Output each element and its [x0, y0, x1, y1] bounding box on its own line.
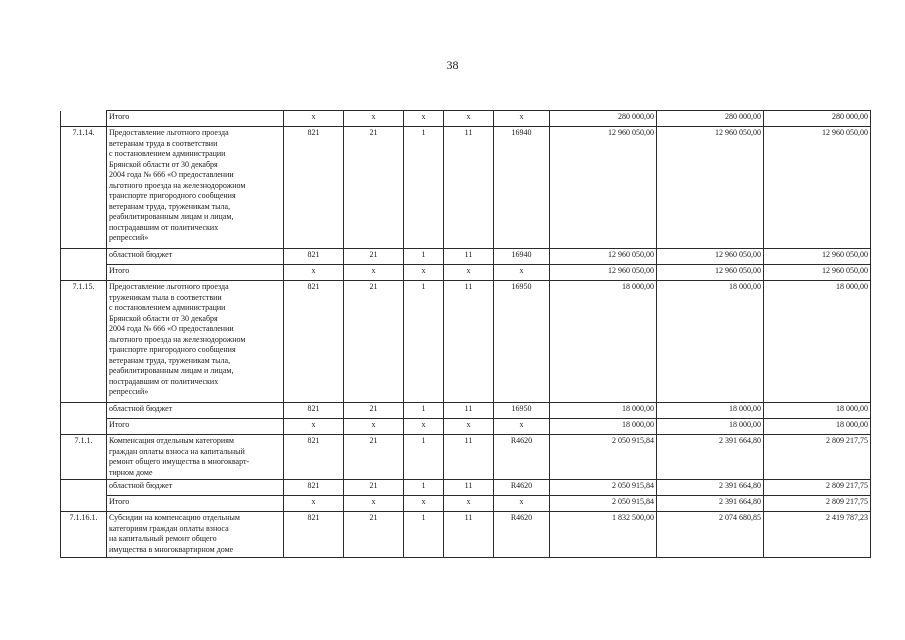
- description-cell: [107, 281, 284, 403]
- code-cell: x: [494, 111, 550, 127]
- code-cell: 1: [404, 435, 444, 480]
- description-cell: Итого: [107, 419, 284, 435]
- amount-cell: 12 960 050,00: [657, 265, 764, 281]
- amount-cell: 1 832 500,00: [550, 512, 657, 558]
- code-cell: x: [284, 496, 344, 512]
- amount-cell: 2 809 217,75: [764, 496, 871, 512]
- code-cell: 16940: [494, 127, 550, 249]
- code-cell: x: [284, 111, 344, 127]
- item-number-cell: [61, 249, 107, 265]
- code-cell: 1: [404, 480, 444, 496]
- description-line: труженикам тыла в соответствии: [109, 292, 222, 302]
- amount-cell: 12 960 050,00: [764, 127, 871, 249]
- amount-cell: 2 050 915,84: [550, 496, 657, 512]
- code-cell: x: [404, 111, 444, 127]
- code-cell: 821: [284, 512, 344, 558]
- description-cell: областной бюджет: [107, 403, 284, 419]
- code-cell: x: [494, 265, 550, 281]
- total-row: [61, 265, 871, 281]
- description-line: 2004 года № 666 «О предоставлении: [109, 170, 234, 179]
- description-line: имущества в многоквартирном доме: [109, 544, 234, 554]
- code-cell: R4620: [494, 480, 550, 496]
- code-cell: x: [494, 419, 550, 435]
- description-line: с постановлением администрации: [109, 149, 226, 158]
- code-cell: 11: [444, 281, 494, 403]
- item-row: [61, 512, 871, 558]
- budget-source-row: [61, 480, 871, 496]
- total-row: [61, 496, 871, 512]
- amount-cell: 12 960 050,00: [657, 127, 764, 249]
- description-cell: [107, 435, 284, 480]
- description-cell: [107, 512, 284, 558]
- code-cell: 821: [284, 281, 344, 403]
- item-number-cell: 7.1.1.: [61, 435, 107, 480]
- item-number-cell: 7.1.16.1.: [61, 512, 107, 558]
- amount-cell: 2 391 664,80: [657, 496, 764, 512]
- amount-cell: 2 074 680,85: [657, 512, 764, 558]
- description-line: 2004 года № 666 «О предоставлении: [109, 324, 234, 333]
- code-cell: x: [494, 496, 550, 512]
- description-line: Брянской области от 30 декабря: [109, 159, 218, 169]
- code-cell: 821: [284, 480, 344, 496]
- description-line: на капитальный ремонт общего: [109, 534, 217, 543]
- description-cell: [107, 127, 284, 249]
- budget-source-row: [61, 249, 871, 265]
- amount-cell: 2 809 217,75: [764, 480, 871, 496]
- description-cell: Итого: [107, 265, 284, 281]
- description-line: ремонт общего имущества в многокварт-: [109, 457, 250, 466]
- amount-cell: 12 960 050,00: [550, 249, 657, 265]
- budget-source-row: [61, 403, 871, 419]
- budget-table: [60, 110, 871, 558]
- amount-cell: 18 000,00: [764, 403, 871, 419]
- description-line: репрессий»: [109, 233, 149, 242]
- item-number-cell: [61, 111, 107, 127]
- code-cell: x: [344, 111, 404, 127]
- code-cell: 16950: [494, 281, 550, 403]
- description-cell: областной бюджет: [107, 249, 284, 265]
- amount-cell: 18 000,00: [657, 403, 764, 419]
- description-line: репрессий»: [109, 387, 149, 396]
- code-cell: 11: [444, 512, 494, 558]
- amount-cell: 12 960 050,00: [550, 127, 657, 249]
- item-number-cell: [61, 419, 107, 435]
- description-cell: Итого: [107, 111, 284, 127]
- code-cell: 11: [444, 127, 494, 249]
- description-line: ветеранам труда, труженикам тыла,: [109, 201, 231, 211]
- amount-cell: 18 000,00: [657, 281, 764, 403]
- code-cell: 821: [284, 127, 344, 249]
- code-cell: 21: [344, 249, 404, 265]
- code-cell: R4620: [494, 435, 550, 480]
- code-cell: x: [444, 419, 494, 435]
- description-line: пострадавшим от политических: [109, 222, 219, 232]
- code-cell: x: [344, 496, 404, 512]
- code-cell: x: [284, 419, 344, 435]
- code-cell: 21: [344, 512, 404, 558]
- description-line: Компенсация отдельным категориям: [109, 436, 234, 445]
- amount-cell: 18 000,00: [657, 419, 764, 435]
- description-line: льготного проезда на железнодорожном: [109, 334, 246, 344]
- description-line: транспорте пригородного сообщения: [109, 345, 236, 354]
- amount-cell: 2 391 664,80: [657, 480, 764, 496]
- description-line: граждан оплаты взноса на капитальный: [109, 446, 245, 456]
- code-cell: 1: [404, 249, 444, 265]
- code-cell: 21: [344, 281, 404, 403]
- total-row: [61, 419, 871, 435]
- code-cell: x: [404, 265, 444, 281]
- item-number-cell: 7.1.15.: [61, 281, 107, 403]
- code-cell: 821: [284, 403, 344, 419]
- description-cell: областной бюджет: [107, 480, 284, 496]
- amount-cell: 18 000,00: [550, 403, 657, 419]
- amount-cell: 18 000,00: [764, 281, 871, 403]
- description-line: Предоставление льготного проезда: [109, 128, 229, 137]
- amount-cell: 2 419 787,23: [764, 512, 871, 558]
- code-cell: 21: [344, 480, 404, 496]
- description-line: реабилитированным лицам и лицам,: [109, 366, 234, 375]
- code-cell: x: [284, 265, 344, 281]
- amount-cell: 18 000,00: [764, 419, 871, 435]
- code-cell: 16950: [494, 403, 550, 419]
- amount-cell: 2 050 915,84: [550, 435, 657, 480]
- description-line: тирном доме: [109, 467, 153, 477]
- code-cell: x: [444, 111, 494, 127]
- description-line: ветеранам труда в соответствии: [109, 138, 218, 148]
- code-cell: x: [344, 265, 404, 281]
- total-row: [61, 111, 871, 127]
- description-line: реабилитированным лицам и лицам,: [109, 212, 234, 221]
- item-number-cell: [61, 480, 107, 496]
- code-cell: 821: [284, 435, 344, 480]
- description-line: ветеранам труда, труженикам тыла,: [109, 355, 231, 365]
- description-line: с постановлением администрации: [109, 303, 226, 312]
- description-line: льготного проезда на железнодорожном: [109, 180, 246, 190]
- description-cell: Итого: [107, 496, 284, 512]
- code-cell: 21: [344, 403, 404, 419]
- description-line: пострадавшим от политических: [109, 376, 219, 386]
- code-cell: x: [404, 496, 444, 512]
- amount-cell: 12 960 050,00: [550, 265, 657, 281]
- code-cell: 21: [344, 435, 404, 480]
- code-cell: 21: [344, 127, 404, 249]
- item-row: [61, 435, 871, 480]
- description-line: Субсидии на компенсацию отдельным: [109, 513, 240, 522]
- amount-cell: 2 391 664,80: [657, 435, 764, 480]
- item-number-cell: [61, 496, 107, 512]
- code-cell: 1: [404, 127, 444, 249]
- description-line: транспорте пригородного сообщения: [109, 191, 236, 200]
- amount-cell: 280 000,00: [764, 111, 871, 127]
- amount-cell: 12 960 050,00: [764, 249, 871, 265]
- code-cell: 1: [404, 281, 444, 403]
- description-line: Предоставление льготного проезда: [109, 282, 229, 291]
- amount-cell: 280 000,00: [657, 111, 764, 127]
- code-cell: 821: [284, 249, 344, 265]
- item-number-cell: [61, 403, 107, 419]
- amount-cell: 12 960 050,00: [764, 265, 871, 281]
- code-cell: x: [444, 265, 494, 281]
- code-cell: 11: [444, 435, 494, 480]
- amount-cell: 2 809 217,75: [764, 435, 871, 480]
- item-number-cell: [61, 265, 107, 281]
- code-cell: 11: [444, 249, 494, 265]
- amount-cell: 280 000,00: [550, 111, 657, 127]
- amount-cell: 18 000,00: [550, 419, 657, 435]
- code-cell: x: [444, 496, 494, 512]
- code-cell: x: [404, 419, 444, 435]
- code-cell: 11: [444, 403, 494, 419]
- description-line: Брянской области от 30 декабря: [109, 313, 218, 323]
- item-row: [61, 127, 871, 249]
- amount-cell: 2 050 915,84: [550, 480, 657, 496]
- description-line: категориям граждан оплаты взноса: [109, 523, 229, 533]
- code-cell: x: [344, 419, 404, 435]
- amount-cell: 12 960 050,00: [657, 249, 764, 265]
- code-cell: R4620: [494, 512, 550, 558]
- code-cell: 11: [444, 480, 494, 496]
- code-cell: 16940: [494, 249, 550, 265]
- page-number: 38: [446, 58, 459, 72]
- amount-cell: 18 000,00: [550, 281, 657, 403]
- item-row: [61, 281, 871, 403]
- code-cell: 1: [404, 512, 444, 558]
- item-number-cell: 7.1.14.: [61, 127, 107, 249]
- code-cell: 1: [404, 403, 444, 419]
